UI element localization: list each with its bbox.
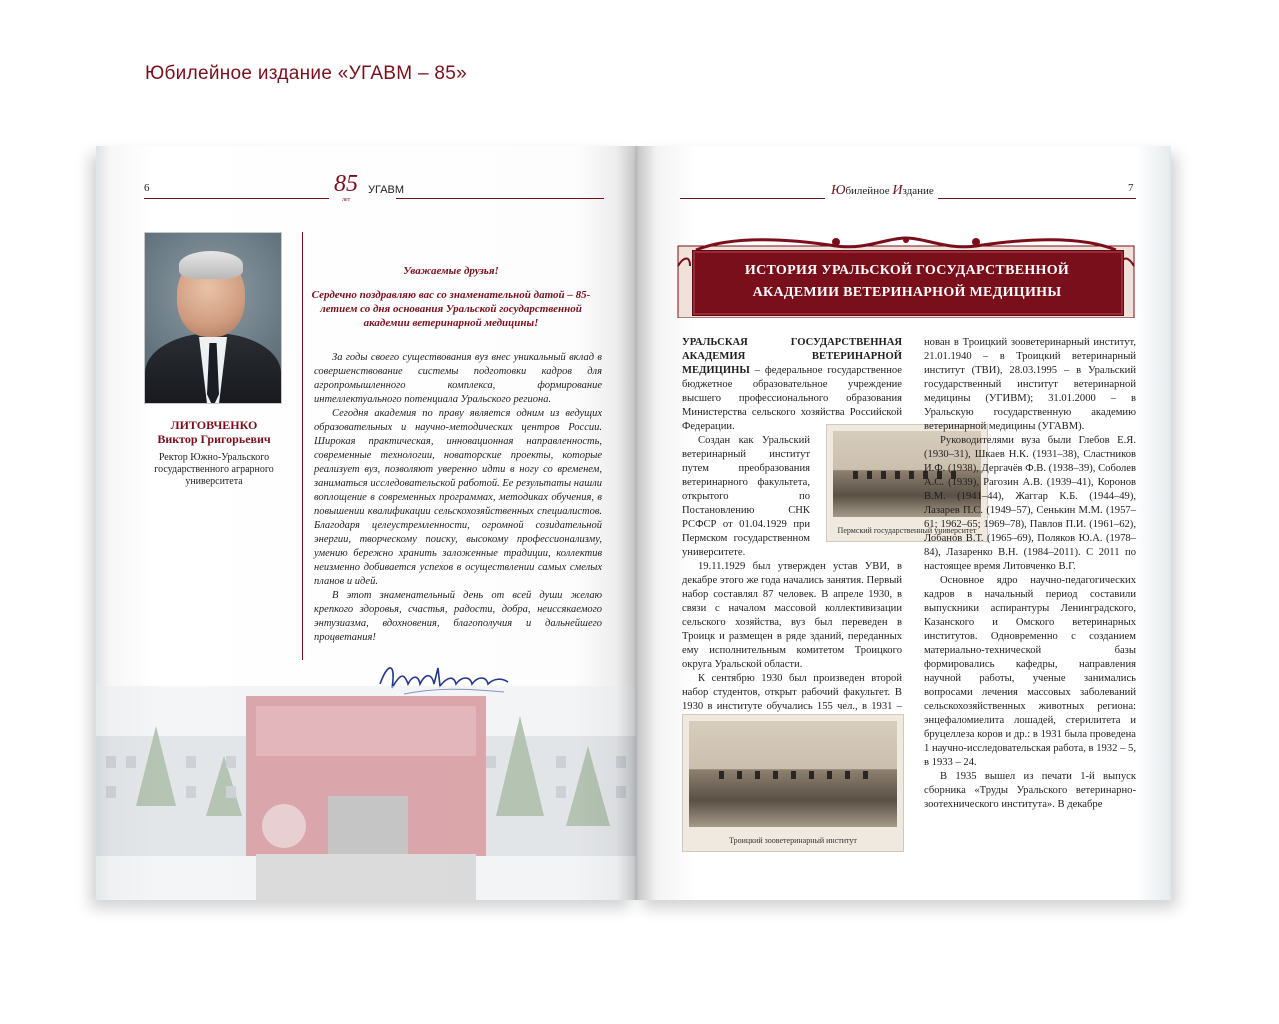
photo-window — [755, 771, 760, 779]
photo-caption: Пермский государственный университет — [837, 526, 977, 535]
photo-window — [791, 771, 796, 779]
photo-window — [719, 771, 724, 779]
title-banner-text — [692, 260, 1122, 304]
column-paragraph: К сентябрю 1930 был произведен второй набор студентов, открыт рабочий факультет. В 1930 в институте обучались 155 чел., в 1931 – — [682, 673, 902, 712]
greeting-block — [296, 264, 606, 340]
running-title-cap: Ю — [831, 183, 846, 198]
troitsk-institute-photo — [682, 714, 904, 852]
lead-rest: – федеральное государственное бюджетное образовательное учреждение высшего профессионального образования Министерства сельского хозяйства Российской Федерации. — [682, 365, 902, 432]
photo-window — [809, 771, 814, 779]
header-rule — [938, 198, 1136, 199]
title-line-2: АКАДЕМИИ ВЕТЕРИНАРНОЙ МЕДИЦИНЫ — [752, 285, 1062, 300]
academy-building-image — [96, 686, 636, 900]
photo-image — [689, 721, 897, 827]
photo-window — [845, 771, 850, 779]
running-title — [831, 183, 934, 199]
page-number-left: 6 — [144, 182, 150, 194]
header-rule — [396, 198, 604, 199]
letter-paragraph: За годы своего существования вуз внес уникальный вклад в совершенствование системы подготовки кадров для агропромышленного комплекса, формирование интеллектуального потенциала Уральского региона. — [314, 352, 602, 405]
book-spread — [96, 146, 1171, 904]
column-paragraph: Руководителями вуза были Глебов Е.Я. (1930–31), Шкаев Н.К. (1931–38), Сластников И.Ф. (1938), Дергачёв Ф.В. (1938–39), Соболев А.С. (1939), Рагозин А.В. (1939–41), Коронов В.М. (1941–44), Жаггар К.Б. (1944–49), Лазарев П.С. (1949–57), Сенькин М.М. (1957–61; 1962–65; 1969–78), Павлов П.И. (1961–62), Лобанов В.Т. (1965–69), Поляков Ю.А. (1978–84), Лазаренко В.Н. (1984–2011). С 2011 по настоящее время Литовченко В.Г. — [924, 435, 1136, 572]
column-paragraph — [682, 336, 902, 434]
column-paragraph: 19.11.1929 был утвержден устав УВИ, в декабре этого же года начались занятия. Первый набор составлял 87 человек. В апреле 1930, в связи с началом массовой коллективизации сельского хозяйства, вуз был переведен в Троицк и размещен в ряде зданий, переданных ему исполнительным комитетом Троицкого округа Уральской области. — [682, 561, 902, 670]
photo-window — [853, 471, 858, 479]
right-page — [636, 146, 1171, 900]
letter-paragraph: Сегодня академия по праву является одним из ведущих образовательных и научно-методических центров России. Широкая практическая, инновационная направленность, современные технологии, новаторские проекты, которые реализует вуз, позволяют уверенно идти в ногу со временем, заниматься исследовательской работой. Ее результаты нашли воплощение в современных программах, методиках обучения, в повышении квалификации сельскохозяйственных специалистов. Благодаря целеустремленности, огромной созидательной энергии, творческому поиску, высокому профессионализму, умению бережно хранить заложенные традиции, коллектив неизменно добивается успехов в осуществлении самых смелых планов и идей. — [314, 408, 602, 587]
greeting: Уважаемые друзья! — [403, 265, 499, 277]
header-rule — [144, 198, 329, 199]
logo-sub: лет — [342, 197, 351, 203]
photo-window — [881, 471, 886, 479]
anniversary-logo — [334, 171, 358, 203]
rector-title: Ректор Южно-Уральского государственного аграрного университета — [154, 452, 274, 487]
photo-window — [737, 771, 742, 779]
rector-portrait — [144, 232, 282, 404]
photo-window — [863, 771, 868, 779]
lead-text: УРАЛЬСКАЯ ГОСУДАРСТВЕННАЯ АКАДЕМИЯ ВЕТЕРИНАРНОЙ МЕДИЦИНЫ — [682, 337, 902, 376]
page-edge — [1169, 150, 1171, 896]
header-rule — [680, 198, 825, 199]
running-title-text: билейное — [845, 185, 893, 197]
running-title-cap: И — [892, 183, 903, 198]
column-paragraph: В 1935 вышел из печати 1-й выпуск сборника «Труды Уральского ветеринарно-зоотехнического института». В декабре — [924, 771, 1136, 810]
portrait-hair — [179, 251, 243, 279]
left-page — [96, 146, 636, 900]
page-number-right: 7 — [1128, 182, 1134, 194]
logo-number: 85 — [334, 171, 358, 197]
photo-window — [867, 471, 872, 479]
photo-window — [895, 471, 900, 479]
column-paragraph: нован в Троицкий зооветеринарный институт, 21.01.1940 – в Троицкий ветеринарный институт (ТВИ), 28.03.1995 – в Уральский государственный институт ветеринарной медицины (УГИВМ); 31.01.2000 – в Уральскую государственную академию ветеринарной медицины (УГАВМ). — [924, 337, 1136, 432]
congratulation: Сердечно поздравляю вас со знаменательной датой – 85-летием со дня основания Уральской государственной академии ветеринарной медицины! — [311, 289, 591, 329]
letter-paragraph: В этот знаменательный день от всей души желаю крепкого здоровья, счастья, радости, добра, неиссякаемого энтузиазма, вдохновения, благополучия и дальнейшего процветания! — [314, 590, 602, 643]
rector-name — [136, 418, 292, 446]
title-line-1: ИСТОРИЯ УРАЛЬСКОЙ ГОСУДАРСТВЕННОЙ — [744, 263, 1070, 278]
photo-caption: Троицкий зооветеринарный институт — [729, 836, 857, 845]
running-title-text: здание — [902, 185, 934, 197]
letter-text — [314, 351, 602, 645]
rector-surname: ЛИТОВЧЕНКО — [170, 418, 258, 432]
column-paragraph: Основное ядро научно-педагогических кадров в начальный период составили выпускники аспирантуры Ленинградского, Казанского и Омского ветеринарных институтов. Одновременно с созданием материально-технической базы формировались кафедры, направления научной работы, ученые занимались вопросами лечения массовых заболеваний сельскохозяйственных животных региона: энцефаломиелита лошадей, стерилитета и бруцеллеза коров и др.: в 1931 была проведена 1 научно-исследовательская работа, в 1932 – 5, в 1933 – 24. — [924, 575, 1136, 768]
photo-window — [773, 771, 778, 779]
header-label: УГАВМ — [368, 184, 405, 196]
text-column-2 — [924, 336, 1136, 812]
photo-window — [909, 471, 914, 479]
photo-window — [827, 771, 832, 779]
rector-given-name: Виктор Григорьевич — [157, 432, 271, 446]
edition-heading: Юбилейное издание «УГАВМ – 85» — [145, 63, 468, 84]
column-paragraph: Создан как Уральский ветеринарный институт путем преобразования ветеринарного факультета, открытого по Постановлению СНК РСФСР от 01.04.1929 при Пермском государственном университете. — [682, 435, 810, 558]
